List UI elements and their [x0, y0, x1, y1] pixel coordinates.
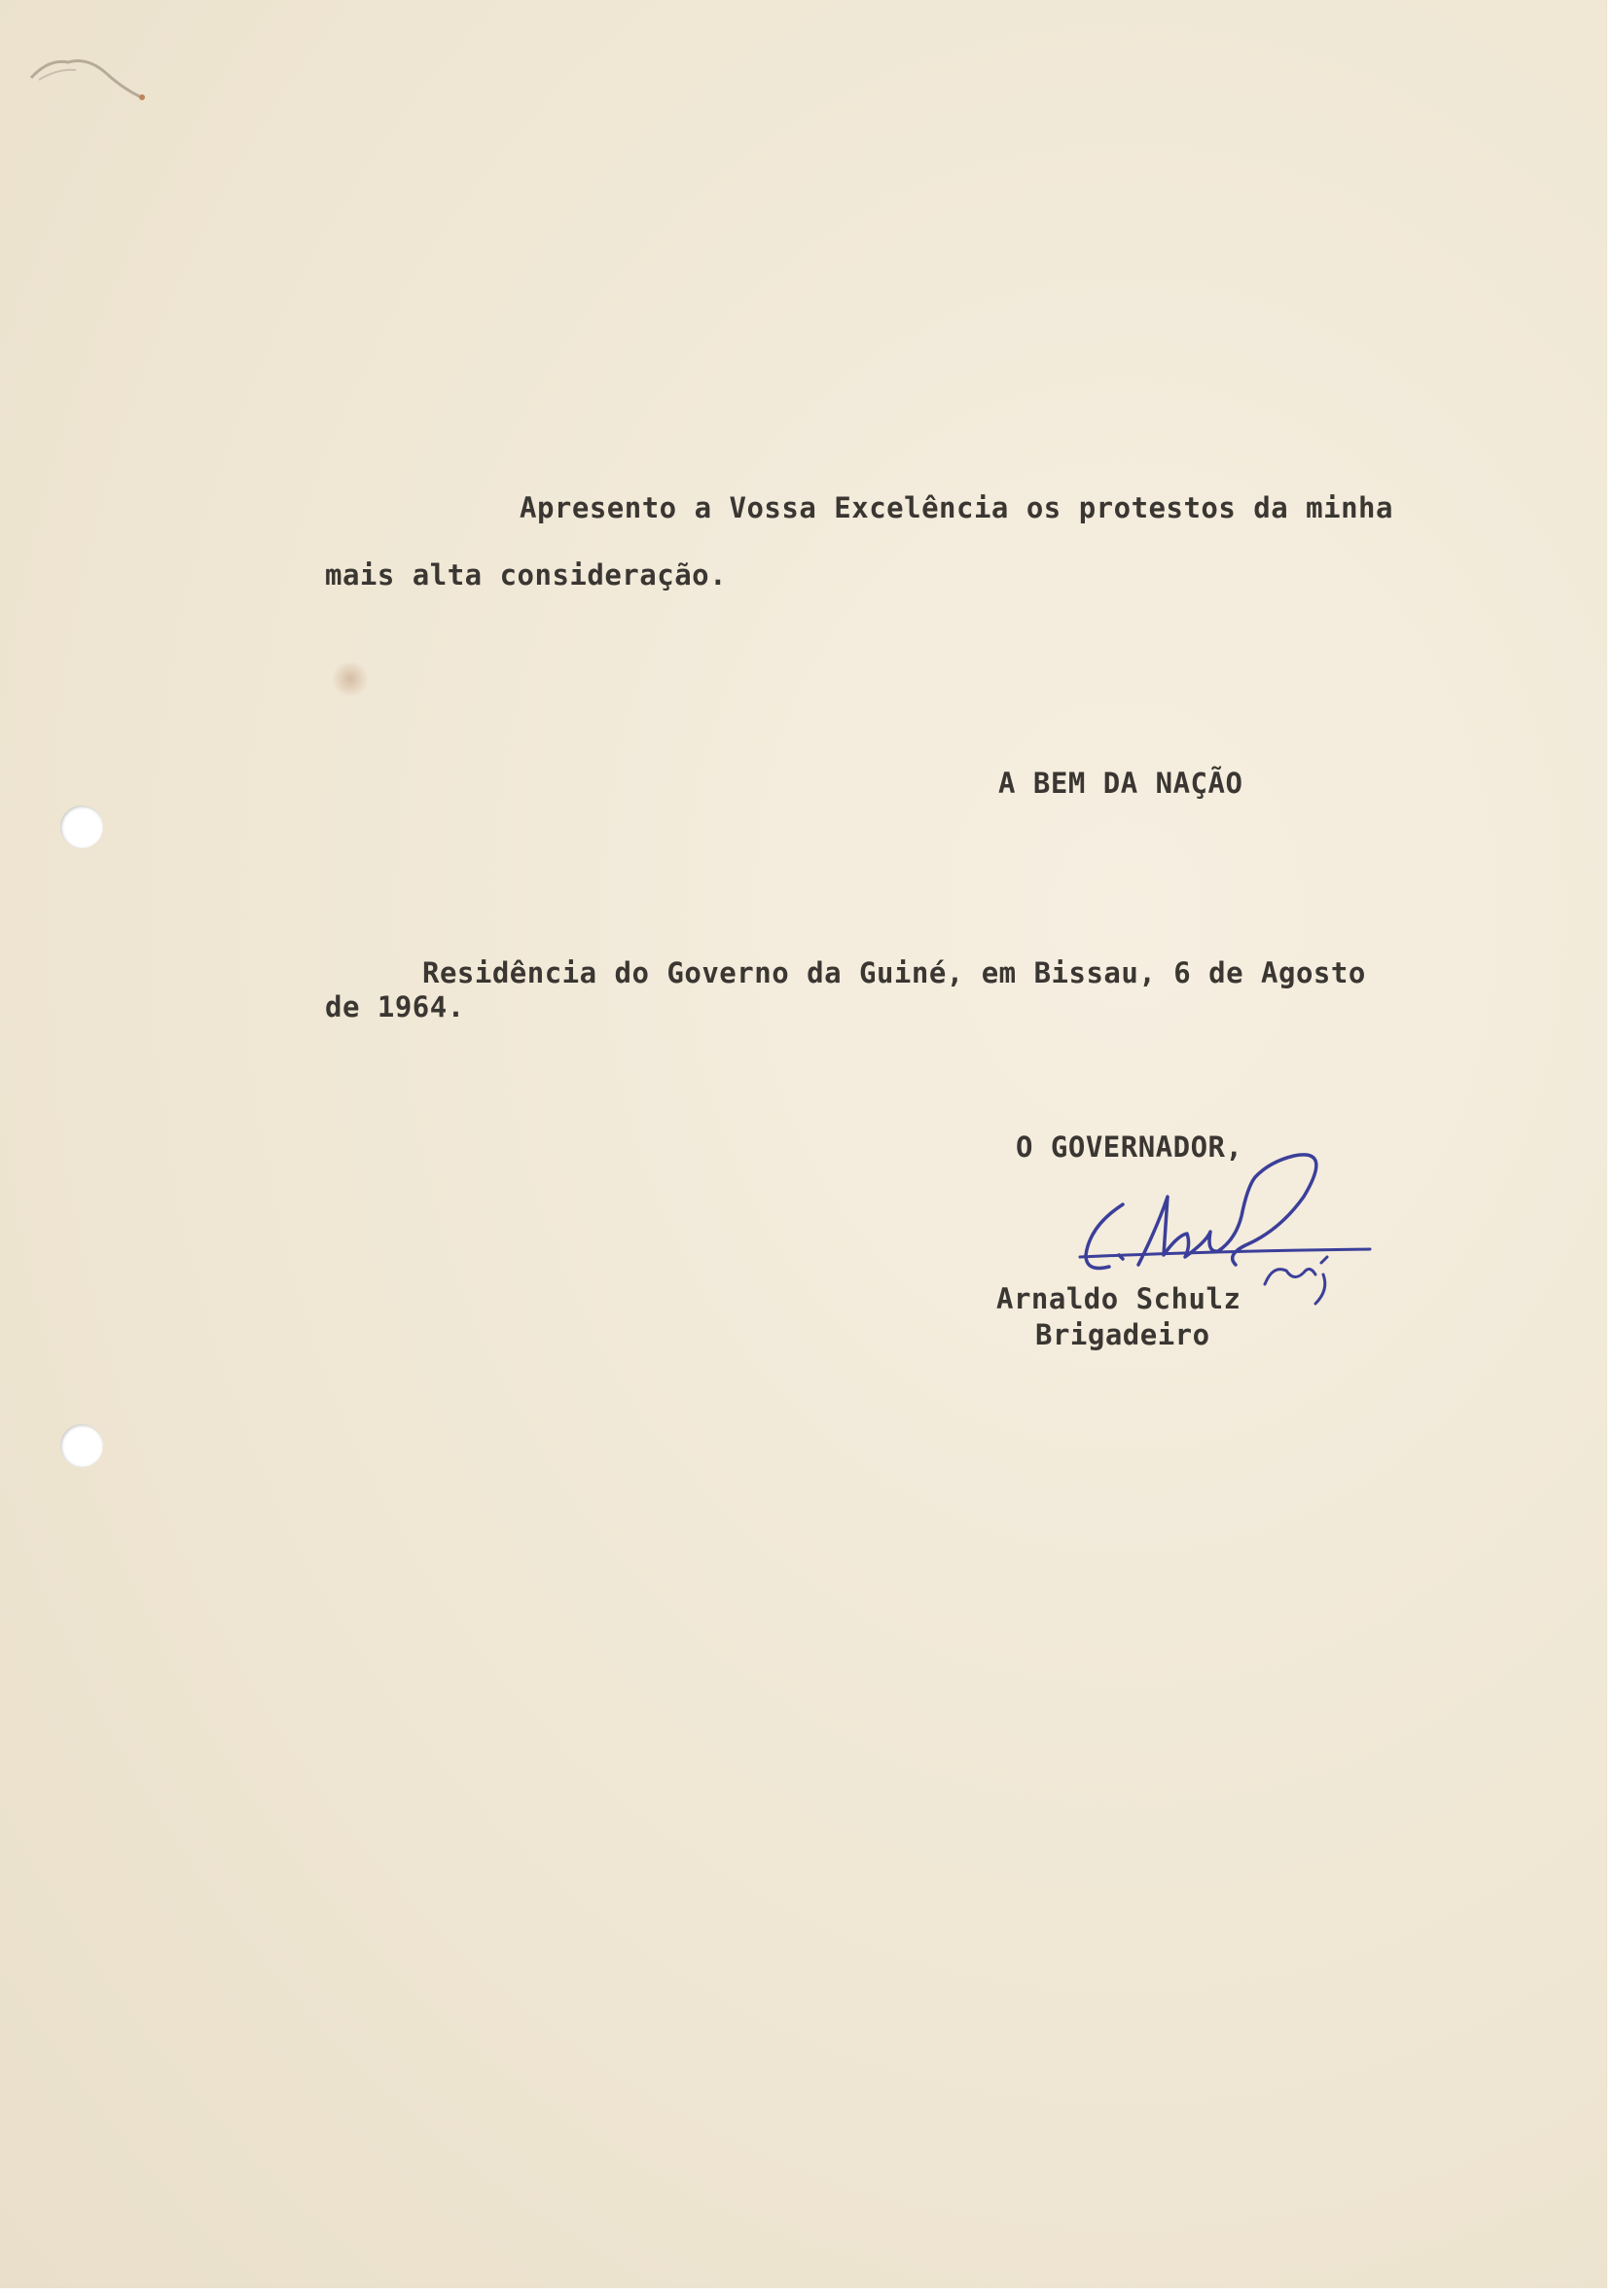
closing-line-1: Apresento a Vossa Excelência os protestos da minha	[520, 491, 1393, 524]
scan-border-bottom	[0, 2288, 1619, 2296]
punch-hole-bottom	[60, 1424, 103, 1467]
place-date-line-2: de 1964.	[325, 990, 465, 1023]
signatory-rank: Brigadeiro	[1035, 1318, 1210, 1351]
motto: A BEM DA NAÇÃO	[998, 767, 1243, 800]
closing-line-2: mais alta consideração.	[325, 558, 728, 592]
tear-mark	[29, 49, 156, 107]
place-date-line-1: Residência do Governo da Guiné, em Bissau, 6 de Agosto	[422, 956, 1366, 989]
paper-stain	[331, 662, 370, 697]
signatory-name: Arnaldo Schulz	[996, 1282, 1241, 1315]
punch-hole-top	[60, 806, 103, 848]
scan-border-right	[1607, 0, 1619, 2296]
signatory-title: O GOVERNADOR,	[1016, 1130, 1243, 1164]
